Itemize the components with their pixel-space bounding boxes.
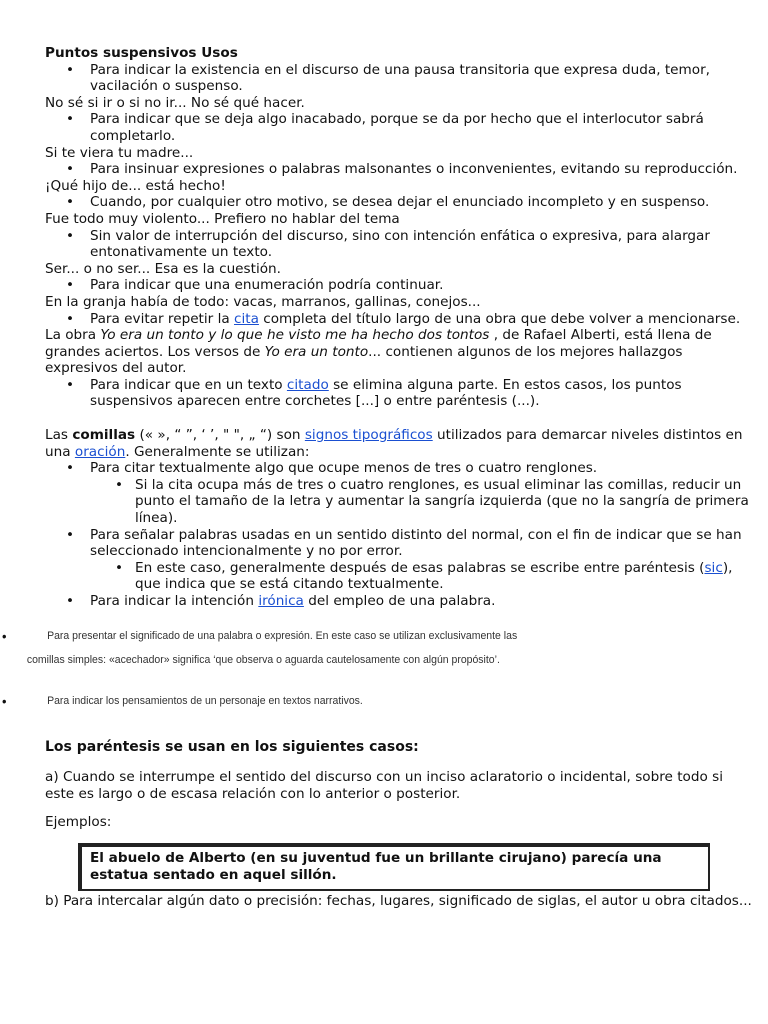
text: Para evitar repetir la <box>90 310 235 327</box>
narrow-item-2 <box>2 693 701 710</box>
example-text <box>45 327 753 377</box>
text: Las <box>45 427 73 444</box>
list-use-4 <box>45 194 753 211</box>
text: , de Rafael Alberti, está llena de grandes aciertos. Los versos de <box>45 327 712 360</box>
text: ... contienen algunos de los mejores hallazgos expresivos del autor. <box>45 343 683 377</box>
text: del empleo de una palabra. <box>303 593 496 609</box>
list-item: • Para señalar palabras usadas en un sentido distinto del normal, con el fin de indicar que se han seleccionado intencionalmente y no por error. <box>45 527 753 560</box>
ejemplos-label: Ejemplos: <box>45 814 112 831</box>
list-item: • Sin valor de interrupción del discurso, sino con intención enfática o expresiva, para alargar entonativamente un texto. <box>45 228 753 261</box>
section-title-puntos: Puntos suspensivos Usos <box>45 45 238 61</box>
comillas-list <box>45 460 753 609</box>
example-text: Ser... o no ser... Esa es la cuestión. <box>45 260 281 277</box>
list-item: • Para insinuar expresiones o palabras malsonantes o inconvenientes, evitando su reproducción. <box>45 161 753 178</box>
list-item: • Cuando, por cualquier otro motivo, se desea dejar el enunciado incompleto y en suspenso. <box>45 194 753 211</box>
narrow-text: Para presentar el significado de una palabra o expresión. En este caso se utilizan exclusivamente las <box>47 629 518 642</box>
example-text: ¡Qué hijo de... está hecho! <box>45 177 226 194</box>
text: utilizados para demarcar niveles distintos en una <box>45 427 743 460</box>
list-use-6 <box>45 277 753 294</box>
link-oracion[interactable]: oración <box>74 443 126 460</box>
list-item <box>45 311 753 328</box>
text: ), que indica que se está citando textualmente. <box>135 559 733 593</box>
text: se elimina alguna parte. En estos casos, los puntos suspensivos aparecen entre corchetes [...] o entre paréntesis (...). <box>90 376 682 410</box>
link-citado[interactable]: citado <box>286 376 329 393</box>
link-cita[interactable]: cita <box>234 310 259 327</box>
text: Para indicar que en un texto <box>90 376 287 393</box>
list-use-2 <box>45 111 753 144</box>
narrow-text: Para indicar los pensamientos de un personaje en textos narrativos. <box>47 694 363 707</box>
narrow-text: comillas simples: «acechador» significa ‘que observa o aguarda cautelosamente con algún propósito’. <box>26 653 500 666</box>
list-item: • Para indicar que se deja algo inacabado, porque se da por hecho que el interlocutor sabrá completarlo. <box>45 111 753 144</box>
text: En este caso, generalmente después de esas palabras se escribe entre paréntesis ( <box>135 559 705 576</box>
example-text: En la granja había de todo: vacas, marranos, gallinas, conejos... <box>45 293 481 310</box>
document-page <box>2 45 753 910</box>
list-use-8 <box>45 377 753 410</box>
list-item <box>45 593 753 610</box>
list-use-5 <box>45 228 753 261</box>
comillas-intro <box>45 427 753 460</box>
bullet-icon: • <box>2 627 7 644</box>
example-text: No sé si ir o si no ir... No sé qué hacer. <box>45 94 305 111</box>
example-text: Fue todo muy violento... Prefiero no hablar del tema <box>45 210 400 227</box>
bullet-icon: • <box>2 692 7 709</box>
link-sic[interactable]: sic <box>704 559 723 576</box>
list-use-3 <box>45 161 753 178</box>
list-item: • Para citar textualmente algo que ocupe menos de tres o cuatro renglones. <box>45 460 753 477</box>
list-item: • Para indicar que una enumeración podría continuar. <box>45 277 753 294</box>
italic-title: Yo era un tonto y lo que he visto me ha hecho dos tontos <box>100 327 490 344</box>
list-item <box>45 377 753 410</box>
paragraph-a: a) Cuando se interrumpe el sentido del discurso con un inciso aclaratorio o incidental, sobre todo si este es largo o de escasa relación con lo anterior o posterior. <box>45 769 723 802</box>
list-subitem: • Si la cita ocupa más de tres o cuatro renglones, es usual eliminar las comillas, reducir un punto el tamaño de la letra y aumentar la sangría izquierda (que no la sangría de primera línea). <box>45 477 753 527</box>
section-title-parentesis: Los paréntesis se usan en los siguientes casos: <box>45 738 419 755</box>
text: (« », “ ”, ‘ ’, " ", „ “) son <box>135 427 305 444</box>
link-signos-tipograficos[interactable]: signos tipográficos <box>304 427 433 444</box>
bold-term: comillas <box>72 427 136 444</box>
italic-title: Yo era un tonto <box>264 343 369 360</box>
text: . Generalmente se utilizan: <box>125 443 310 460</box>
example-text: Si te viera tu madre... <box>45 144 194 161</box>
list-subitem <box>45 560 753 593</box>
example-box: El abuelo de Alberto (en su juventud fue un brillante cirujano) parecía una estatua sentado en aquel sillón. <box>78 843 710 891</box>
text: Para indicar la intención <box>90 593 259 609</box>
list-item: • Para indicar la existencia en el discurso de una pausa transitoria que expresa duda, temor, vacilación o suspenso. <box>45 62 753 95</box>
narrow-item-1 <box>2 628 701 669</box>
list-use-1 <box>45 62 753 95</box>
text: La obra <box>45 327 101 344</box>
text: completa del título largo de una obra que debe volver a mencionarse. <box>258 310 741 327</box>
link-ironica[interactable]: irónica <box>258 593 304 609</box>
paragraph-b: b) Para intercalar algún dato o precisión: fechas, lugares, significado de siglas, el autor u obra citados... <box>45 893 752 910</box>
list-use-7 <box>45 311 753 328</box>
